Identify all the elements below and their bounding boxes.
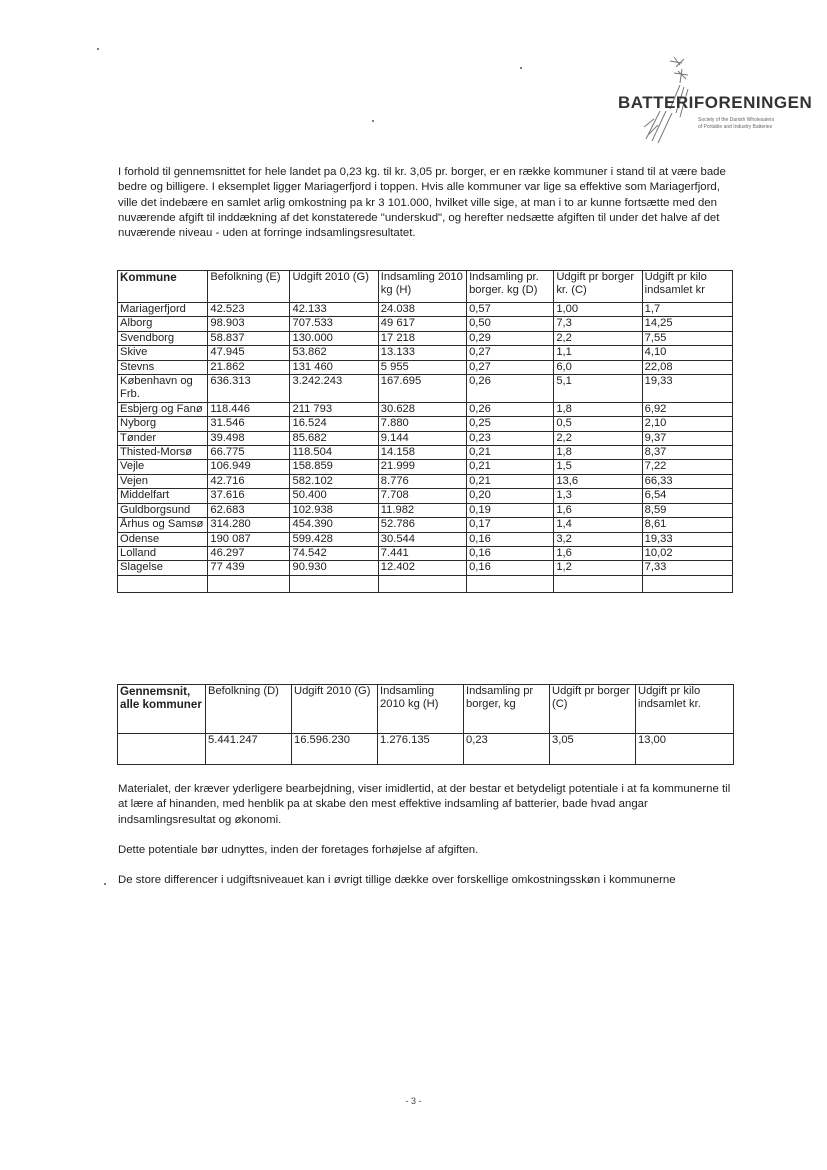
table-cell: 31.546: [208, 417, 290, 431]
table-cell: 1,5: [554, 460, 642, 474]
kommune-name-cell: Vejen: [118, 474, 208, 488]
table-row: [118, 303, 733, 317]
table-cell: 6,92: [642, 402, 732, 416]
table-cell: 85.682: [290, 431, 378, 445]
table-cell: 0,57: [467, 303, 554, 317]
scan-speck: [104, 883, 106, 885]
table-cell: 19,33: [642, 375, 732, 403]
table-cell: 39.498: [208, 431, 290, 445]
table-cell: 13,00: [636, 734, 734, 765]
table-cell: 158.859: [290, 460, 378, 474]
table-cell: 102.938: [290, 503, 378, 517]
table-cell: 58.837: [208, 331, 290, 345]
table-cell: 118.446: [208, 402, 290, 416]
column-header: Udgift 2010 (G): [290, 271, 378, 303]
table-row: [118, 402, 733, 416]
table-cell: 5,1: [554, 375, 642, 403]
table-row: [118, 489, 733, 503]
kommune-name-cell: Mariagerfjord: [118, 303, 208, 317]
table-cell: 13,6: [554, 474, 642, 488]
table-cell: [118, 575, 208, 592]
kommune-name-cell: Tønder: [118, 431, 208, 445]
table-cell: 0,16: [467, 561, 554, 575]
table-cell: 42.716: [208, 474, 290, 488]
table-cell: 7.880: [378, 417, 466, 431]
differences-paragraph: De store differencer i udgiftsniveauet kan i øvrigt tillige dække over forskellige omkostningsskøn i kommunerne: [118, 874, 676, 886]
average-table: [117, 684, 734, 765]
table-cell: 2,2: [554, 431, 642, 445]
column-header: Indsamling 2010 kg (H): [378, 685, 464, 734]
table-cell: 1,6: [554, 546, 642, 560]
table-cell: 14.158: [378, 446, 466, 460]
table-cell: 3.242.243: [290, 375, 378, 403]
table-cell: 98.903: [208, 317, 290, 331]
table-cell: 10,02: [642, 546, 732, 560]
kommune-name-cell: Svendborg: [118, 331, 208, 345]
table-cell: 6,0: [554, 360, 642, 374]
table-cell: 7,3: [554, 317, 642, 331]
table-cell: 8,59: [642, 503, 732, 517]
table-cell: 0,23: [464, 734, 550, 765]
table-cell: 21.999: [378, 460, 466, 474]
table-cell: 62.683: [208, 503, 290, 517]
table-cell: 1,2: [554, 561, 642, 575]
scan-speck: [372, 120, 374, 122]
potential-paragraph: Materialet, der kræver yderligere bearbejdning, viser imidlertid, at der bestar et betydeligt potentiale i at fa kommunerne til at lære af hinanden, med henblik pa at skabe den mest effektive indsamling af batterier, bade hvad angar indsamlingsresultat og økonomi.: [118, 783, 731, 826]
table-cell: [554, 575, 642, 592]
table-row: [118, 417, 733, 431]
table-cell: 118.504: [290, 446, 378, 460]
table-cell: 636.313: [208, 375, 290, 403]
logo-wordmark: BATTERIFORENINGEN: [618, 93, 813, 112]
column-header: Kommune: [118, 271, 208, 303]
table-cell: 21.862: [208, 360, 290, 374]
table-row: [118, 331, 733, 345]
table-cell: 42.523: [208, 303, 290, 317]
kommune-name-cell: Esbjerg og Fanø: [118, 402, 208, 416]
kommune-name-cell: Århus og Samsø: [118, 518, 208, 532]
table-cell: 211 793: [290, 402, 378, 416]
table-cell: 0,19: [467, 503, 554, 517]
page-number: - 3 -: [405, 1096, 422, 1106]
table-cell: 0,26: [467, 402, 554, 416]
column-header: Befolkning (D): [206, 685, 292, 734]
kommune-name-cell: Vejle: [118, 460, 208, 474]
table-cell: 42.133: [290, 303, 378, 317]
kommune-name-cell: Thisted-Morsø: [118, 446, 208, 460]
batteriforeningen-logo: [610, 55, 813, 145]
scan-speck: [520, 67, 522, 69]
table-cell: 4,10: [642, 346, 732, 360]
table-cell: [467, 575, 554, 592]
table-cell: 8,37: [642, 446, 732, 460]
table-cell: 0,16: [467, 532, 554, 546]
column-header: Udgift pr kilo indsamlet kr.: [636, 685, 734, 734]
table-row: [118, 431, 733, 445]
table-cell: 1,7: [642, 303, 732, 317]
table-cell: 8.776: [378, 474, 466, 488]
table-cell: 1,4: [554, 518, 642, 532]
table-cell: 5.441.247: [206, 734, 292, 765]
table-cell: 2,2: [554, 331, 642, 345]
table-row: [118, 317, 733, 331]
table-cell: 17 218: [378, 331, 466, 345]
table-cell: 66,33: [642, 474, 732, 488]
table-cell: 7,55: [642, 331, 732, 345]
table-cell: 0,27: [467, 360, 554, 374]
kommune-name-cell: Middelfart: [118, 489, 208, 503]
table-cell: 11.982: [378, 503, 466, 517]
table-cell: 49 617: [378, 317, 466, 331]
table-cell: 0,21: [467, 446, 554, 460]
table-header-row: [118, 271, 733, 303]
table-cell: [642, 575, 732, 592]
table-cell: 599.428: [290, 532, 378, 546]
table-cell: 13.133: [378, 346, 466, 360]
table-row: [118, 446, 733, 460]
table-row: [118, 546, 733, 560]
table-cell: 707.533: [290, 317, 378, 331]
table-cell: 5 955: [378, 360, 466, 374]
table-cell: 47.945: [208, 346, 290, 360]
table-cell: 7,33: [642, 561, 732, 575]
table-cell: 7,22: [642, 460, 732, 474]
table-cell: 2,10: [642, 417, 732, 431]
table-cell: 0,26: [467, 375, 554, 403]
column-header: Indsamling pr. borger. kg (D): [467, 271, 554, 303]
table-cell: 12.402: [378, 561, 466, 575]
table-cell: 0,17: [467, 518, 554, 532]
table-cell: 3,05: [550, 734, 636, 765]
table-cell: 0,20: [467, 489, 554, 503]
table-cell: 1,6: [554, 503, 642, 517]
table-cell: 53.862: [290, 346, 378, 360]
table-cell: 6,54: [642, 489, 732, 503]
table-cell: 90.930: [290, 561, 378, 575]
table-cell: 9,37: [642, 431, 732, 445]
recommendation-paragraph: Dette potentiale bør udnyttes, inden der foretages forhøjelse af afgiften.: [118, 844, 479, 856]
table-row: [118, 734, 734, 765]
table-row: [118, 346, 733, 360]
table-cell: 37.616: [208, 489, 290, 503]
table-cell: 19,33: [642, 532, 732, 546]
table-cell: 14,25: [642, 317, 732, 331]
kommune-name-cell: København og Frb.: [118, 375, 208, 403]
table-cell: 74.542: [290, 546, 378, 560]
table-cell: 0,21: [467, 474, 554, 488]
table-cell: 9.144: [378, 431, 466, 445]
column-header: Udgift pr borger (C): [550, 685, 636, 734]
table-cell: 0,5: [554, 417, 642, 431]
column-header: Gennemsnit, alle kommuner: [118, 685, 206, 734]
table-row: [118, 518, 733, 532]
table-row-empty: [118, 575, 733, 592]
column-header: Indsamling 2010 kg (H): [378, 271, 466, 303]
table-cell: 167.695: [378, 375, 466, 403]
table-cell: 16.524: [290, 417, 378, 431]
table-cell: 106.949: [208, 460, 290, 474]
table-cell: 1,8: [554, 402, 642, 416]
table-cell: 0,29: [467, 331, 554, 345]
table-cell: [290, 575, 378, 592]
table-cell: 582.102: [290, 474, 378, 488]
table-row: [118, 460, 733, 474]
table-cell: 0,50: [467, 317, 554, 331]
table-cell: 0,16: [467, 546, 554, 560]
table-cell: 22,08: [642, 360, 732, 374]
table-cell: 131 460: [290, 360, 378, 374]
table-cell: 3,2: [554, 532, 642, 546]
table-cell: 1,8: [554, 446, 642, 460]
table-cell: 0,25: [467, 417, 554, 431]
scan-speck: [97, 48, 99, 50]
table-cell: 16.596.230: [292, 734, 378, 765]
table-row: [118, 360, 733, 374]
table-cell: 7.441: [378, 546, 466, 560]
table-cell: 24.038: [378, 303, 466, 317]
table-cell: 1,00: [554, 303, 642, 317]
column-header: Befolkning (E): [208, 271, 290, 303]
table-cell: 454.390: [290, 518, 378, 532]
table-row: [118, 561, 733, 575]
table-header-row: [118, 685, 734, 734]
kommune-name-cell: Nyborg: [118, 417, 208, 431]
table-row: [118, 375, 733, 403]
table-cell: [378, 575, 466, 592]
intro-paragraph: I forhold til gennemsnittet for hele landet pa 0,23 kg. til kr. 3,05 pr. borger, er en række kommuner i stand til at være bade bedre og billigere. I eksemplet ligger Mariagerfjord i toppen. Hvis alle kommuner var lige sa effektive som Mariagerfjord, ville det indebære en samlet arlig omkostning pa kr 3 101.000, hvilket ville sige, at man i to ar kunne fortsætte med den nuværende afgift til inddækning af det konstaterede "underskud", og herefter nedsætte afgiften til under det halve af det nuværende niveau - uden at forringe indsamlingsresultatet.: [118, 166, 726, 240]
table-cell: 50.400: [290, 489, 378, 503]
table-cell: 46.297: [208, 546, 290, 560]
logo-subline: Society of the Danish Wholesalers of Portable and Industry Batteries: [698, 117, 775, 130]
column-header: Udgift pr kilo indsamlet kr: [642, 271, 732, 303]
column-header: Udgift 2010 (G): [292, 685, 378, 734]
kommune-name-cell: Guldborgsund: [118, 503, 208, 517]
table-cell: 1.276.135: [378, 734, 464, 765]
table-cell: 130.000: [290, 331, 378, 345]
table-cell: 8,61: [642, 518, 732, 532]
table-cell: 314.280: [208, 518, 290, 532]
kommune-name-cell: Stevns: [118, 360, 208, 374]
column-header: Udgift pr borger kr. (C): [554, 271, 642, 303]
table-cell: [208, 575, 290, 592]
table-cell: 0,27: [467, 346, 554, 360]
table-cell: 0,21: [467, 460, 554, 474]
column-header: Indsamling pr borger, kg: [464, 685, 550, 734]
kommune-name-cell: Slagelse: [118, 561, 208, 575]
kommune-table: [117, 270, 733, 593]
table-cell: [118, 734, 206, 765]
table-cell: 1,3: [554, 489, 642, 503]
kommune-name-cell: Skive: [118, 346, 208, 360]
table-row: [118, 503, 733, 517]
table-row: [118, 474, 733, 488]
table-row: [118, 532, 733, 546]
table-cell: 0,23: [467, 431, 554, 445]
kommune-name-cell: Alborg: [118, 317, 208, 331]
kommune-name-cell: Lolland: [118, 546, 208, 560]
table-cell: 7.708: [378, 489, 466, 503]
table-cell: 1,1: [554, 346, 642, 360]
table-cell: 190 087: [208, 532, 290, 546]
table-cell: 66.775: [208, 446, 290, 460]
kommune-name-cell: Odense: [118, 532, 208, 546]
table-cell: 52.786: [378, 518, 466, 532]
table-cell: 30.628: [378, 402, 466, 416]
table-cell: 77 439: [208, 561, 290, 575]
table-cell: 30.544: [378, 532, 466, 546]
